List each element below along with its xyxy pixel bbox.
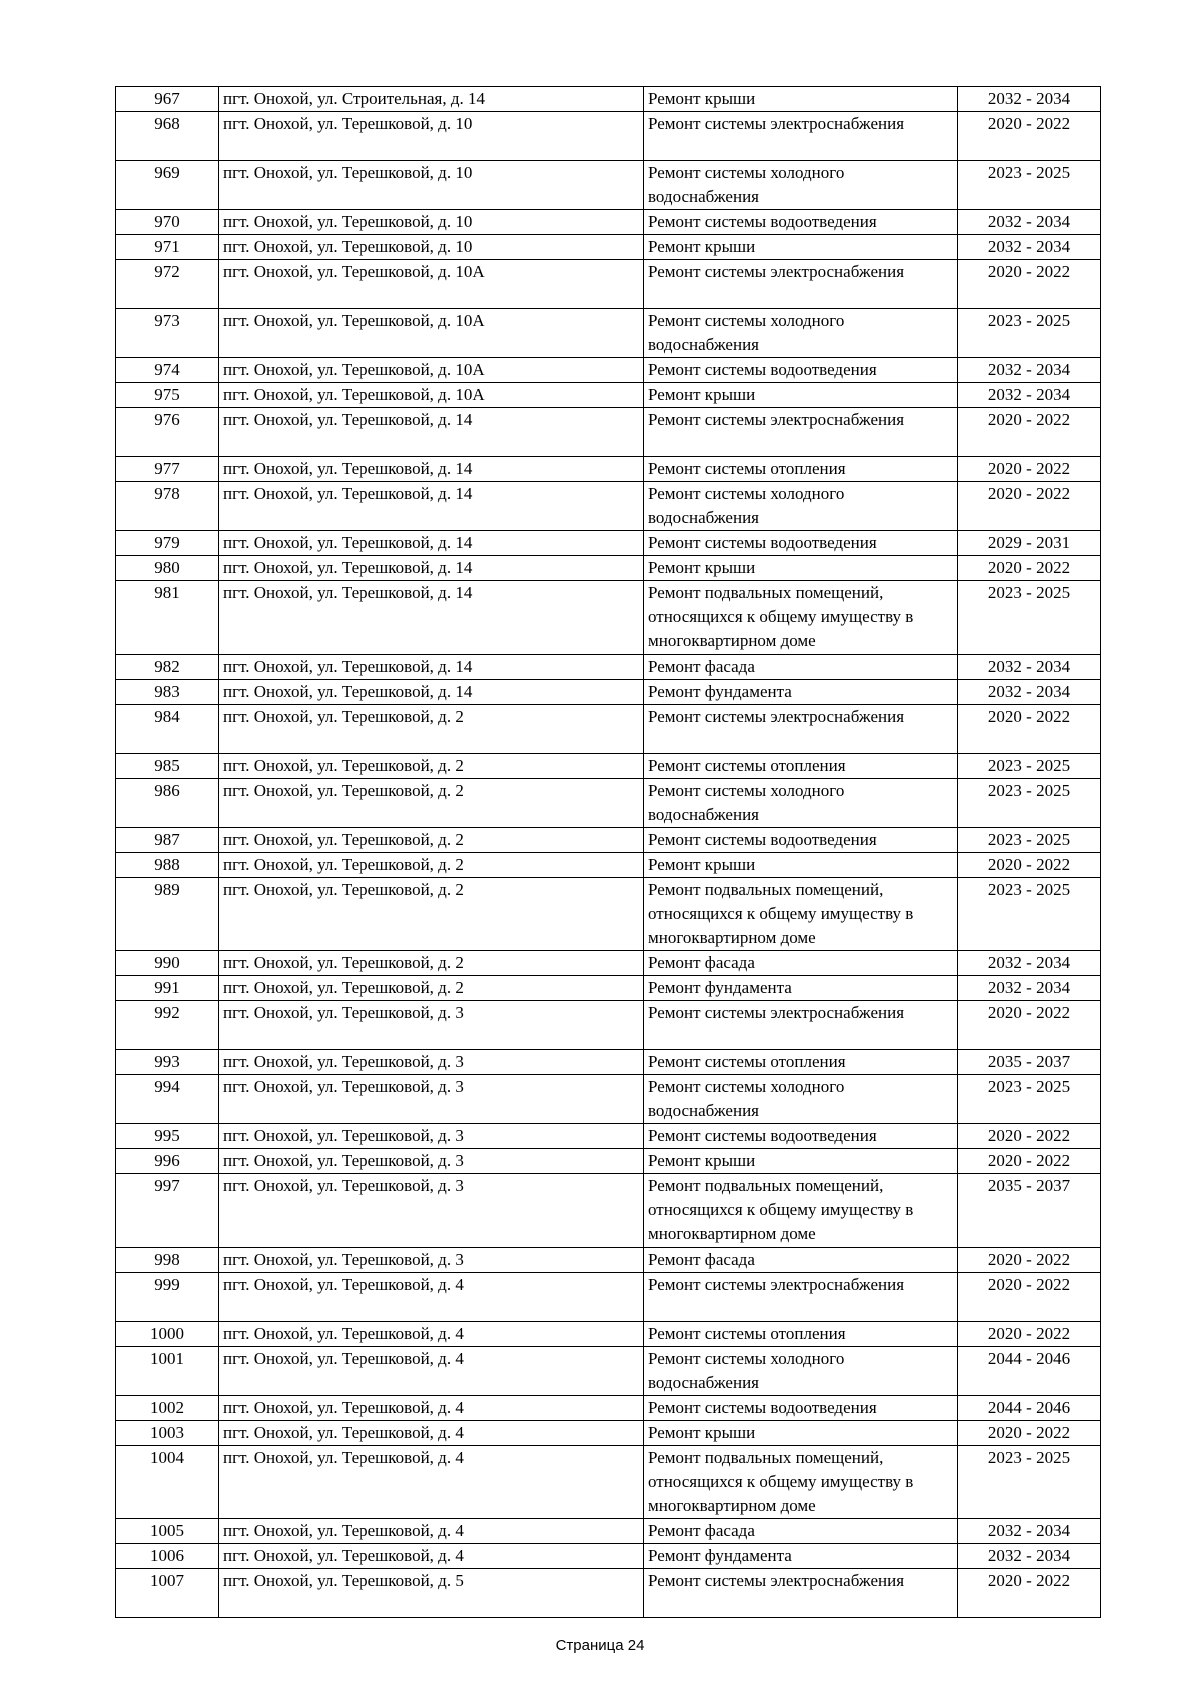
work-type-cell: Ремонт системы электроснабжения [644,260,958,309]
period-cell: 2023 - 2025 [958,161,1101,210]
period-cell: 2032 - 2034 [958,87,1101,112]
address-cell: пгт. Онохой, ул. Терешковой, д. 2 [219,976,644,1001]
period-cell: 2044 - 2046 [958,1395,1101,1420]
period-cell: 2035 - 2037 [958,1050,1101,1075]
work-type-cell: Ремонт системы водоотведения [644,531,958,556]
period-cell: 2020 - 2022 [958,852,1101,877]
address-cell: пгт. Онохой, ул. Терешковой, д. 4 [219,1519,644,1544]
row-number: 977 [116,457,219,482]
row-number: 981 [116,581,219,655]
row-number: 969 [116,161,219,210]
period-cell: 2020 - 2022 [958,1001,1101,1050]
row-number: 970 [116,210,219,235]
work-type-cell: Ремонт системы холодного водоснабжения [644,1075,958,1124]
row-number: 971 [116,235,219,260]
table-row [116,827,1101,852]
row-number: 987 [116,827,219,852]
work-type-cell: Ремонт крыши [644,556,958,581]
work-type-cell: Ремонт системы электроснабжения [644,408,958,457]
table-row [116,383,1101,408]
table-row [116,260,1101,309]
row-number: 1004 [116,1445,219,1519]
address-cell: пгт. Онохой, ул. Терешковой, д. 4 [219,1395,644,1420]
address-cell: пгт. Онохой, ул. Терешковой, д. 10 [219,112,644,161]
period-cell: 2020 - 2022 [958,1321,1101,1346]
period-cell: 2032 - 2034 [958,235,1101,260]
page-number: Страница 24 [555,1637,645,1654]
period-cell: 2023 - 2025 [958,1075,1101,1124]
row-number: 973 [116,309,219,358]
row-number: 1006 [116,1544,219,1569]
work-type-cell: Ремонт крыши [644,235,958,260]
address-cell: пгт. Онохой, ул. Строительная, д. 14 [219,87,644,112]
work-type-cell: Ремонт системы водоотведения [644,827,958,852]
period-cell: 2020 - 2022 [958,1272,1101,1321]
period-cell: 2029 - 2031 [958,531,1101,556]
work-type-cell: Ремонт системы водоотведения [644,1124,958,1149]
period-cell: 2020 - 2022 [958,1569,1101,1618]
row-number: 983 [116,679,219,704]
table-row [116,1395,1101,1420]
row-number: 986 [116,778,219,827]
row-number: 1005 [116,1519,219,1544]
address-cell: пгт. Онохой, ул. Терешковой, д. 10А [219,309,644,358]
address-cell: пгт. Онохой, ул. Терешковой, д. 10А [219,260,644,309]
work-type-cell: Ремонт системы отопления [644,753,958,778]
period-cell: 2032 - 2034 [958,358,1101,383]
row-number: 972 [116,260,219,309]
period-cell: 2035 - 2037 [958,1174,1101,1248]
table-row [116,87,1101,112]
work-type-cell: Ремонт системы холодного водоснабжения [644,778,958,827]
work-type-cell: Ремонт крыши [644,1149,958,1174]
work-type-cell: Ремонт крыши [644,383,958,408]
address-cell: пгт. Онохой, ул. Терешковой, д. 14 [219,457,644,482]
table-row [116,951,1101,976]
repair-schedule-table [115,86,1101,1618]
work-type-cell: Ремонт системы электроснабжения [644,112,958,161]
work-type-cell: Ремонт фундамента [644,679,958,704]
work-type-cell: Ремонт подвальных помещений, относящихся к общему имуществу в многоквартирном доме [644,581,958,655]
table-row [116,358,1101,383]
work-type-cell: Ремонт фасада [644,1519,958,1544]
work-type-cell: Ремонт системы водоотведения [644,358,958,383]
period-cell: 2023 - 2025 [958,309,1101,358]
address-cell: пгт. Онохой, ул. Терешковой, д. 3 [219,1247,644,1272]
period-cell: 2023 - 2025 [958,827,1101,852]
row-number: 1000 [116,1321,219,1346]
work-type-cell: Ремонт подвальных помещений, относящихся к общему имуществу в многоквартирном доме [644,1174,958,1248]
table-row [116,1272,1101,1321]
row-number: 975 [116,383,219,408]
table-row [116,654,1101,679]
address-cell: пгт. Онохой, ул. Терешковой, д. 14 [219,581,644,655]
address-cell: пгт. Онохой, ул. Терешковой, д. 4 [219,1346,644,1395]
period-cell: 2032 - 2034 [958,383,1101,408]
address-cell: пгт. Онохой, ул. Терешковой, д. 3 [219,1124,644,1149]
table-row [116,1544,1101,1569]
period-cell: 2020 - 2022 [958,1420,1101,1445]
address-cell: пгт. Онохой, ул. Терешковой, д. 2 [219,877,644,951]
address-cell: пгт. Онохой, ул. Терешковой, д. 10 [219,235,644,260]
row-number: 978 [116,482,219,531]
table-row [116,408,1101,457]
row-number: 999 [116,1272,219,1321]
row-number: 980 [116,556,219,581]
table-row [116,1569,1101,1618]
table-row [116,679,1101,704]
work-type-cell: Ремонт крыши [644,1420,958,1445]
period-cell: 2020 - 2022 [958,1124,1101,1149]
address-cell: пгт. Онохой, ул. Терешковой, д. 4 [219,1272,644,1321]
address-cell: пгт. Онохой, ул. Терешковой, д. 2 [219,951,644,976]
work-type-cell: Ремонт системы электроснабжения [644,1569,958,1618]
work-type-cell: Ремонт фасада [644,951,958,976]
address-cell: пгт. Онохой, ул. Терешковой, д. 14 [219,531,644,556]
address-cell: пгт. Онохой, ул. Терешковой, д. 14 [219,556,644,581]
table-row [116,1149,1101,1174]
address-cell: пгт. Онохой, ул. Терешковой, д. 14 [219,679,644,704]
table-row [116,1519,1101,1544]
row-number: 967 [116,87,219,112]
table-row [116,1124,1101,1149]
row-number: 996 [116,1149,219,1174]
table-row [116,581,1101,655]
address-cell: пгт. Онохой, ул. Терешковой, д. 3 [219,1174,644,1248]
table-row [116,1321,1101,1346]
table-row [116,852,1101,877]
address-cell: пгт. Онохой, ул. Терешковой, д. 10 [219,161,644,210]
row-number: 995 [116,1124,219,1149]
work-type-cell: Ремонт системы холодного водоснабжения [644,482,958,531]
work-type-cell: Ремонт подвальных помещений, относящихся к общему имуществу в многоквартирном доме [644,877,958,951]
work-type-cell: Ремонт подвальных помещений, относящихся к общему имуществу в многоквартирном доме [644,1445,958,1519]
period-cell: 2020 - 2022 [958,112,1101,161]
row-number: 989 [116,877,219,951]
period-cell: 2032 - 2034 [958,679,1101,704]
table-row [116,1420,1101,1445]
period-cell: 2020 - 2022 [958,1247,1101,1272]
row-number: 992 [116,1001,219,1050]
table-row [116,753,1101,778]
address-cell: пгт. Онохой, ул. Терешковой, д. 2 [219,827,644,852]
table-row [116,210,1101,235]
address-cell: пгт. Онохой, ул. Терешковой, д. 10А [219,383,644,408]
period-cell: 2032 - 2034 [958,976,1101,1001]
period-cell: 2020 - 2022 [958,1149,1101,1174]
work-type-cell: Ремонт системы электроснабжения [644,1001,958,1050]
work-type-cell: Ремонт системы водоотведения [644,1395,958,1420]
row-number: 1003 [116,1420,219,1445]
table-row [116,1174,1101,1248]
period-cell: 2032 - 2034 [958,1544,1101,1569]
table-row [116,531,1101,556]
work-type-cell: Ремонт фасада [644,654,958,679]
period-cell: 2032 - 2034 [958,654,1101,679]
table-row [116,1247,1101,1272]
row-number: 991 [116,976,219,1001]
row-number: 1007 [116,1569,219,1618]
row-number: 976 [116,408,219,457]
address-cell: пгт. Онохой, ул. Терешковой, д. 4 [219,1420,644,1445]
period-cell: 2044 - 2046 [958,1346,1101,1395]
row-number: 974 [116,358,219,383]
work-type-cell: Ремонт фундамента [644,976,958,1001]
work-type-cell: Ремонт системы отопления [644,457,958,482]
table-row [116,482,1101,531]
row-number: 1002 [116,1395,219,1420]
address-cell: пгт. Онохой, ул. Терешковой, д. 10 [219,210,644,235]
row-number: 993 [116,1050,219,1075]
table-row [116,976,1101,1001]
period-cell: 2032 - 2034 [958,210,1101,235]
address-cell: пгт. Онохой, ул. Терешковой, д. 3 [219,1050,644,1075]
work-type-cell: Ремонт крыши [644,87,958,112]
row-number: 982 [116,654,219,679]
row-number: 990 [116,951,219,976]
period-cell: 2023 - 2025 [958,877,1101,951]
table-row [116,1050,1101,1075]
table-row [116,1445,1101,1519]
address-cell: пгт. Онохой, ул. Терешковой, д. 4 [219,1445,644,1519]
period-cell: 2023 - 2025 [958,581,1101,655]
table-row [116,309,1101,358]
address-cell: пгт. Онохой, ул. Терешковой, д. 2 [219,852,644,877]
table-row [116,1346,1101,1395]
address-cell: пгт. Онохой, ул. Терешковой, д. 4 [219,1321,644,1346]
period-cell: 2020 - 2022 [958,408,1101,457]
address-cell: пгт. Онохой, ул. Терешковой, д. 3 [219,1075,644,1124]
row-number: 998 [116,1247,219,1272]
work-type-cell: Ремонт системы холодного водоснабжения [644,309,958,358]
period-cell: 2020 - 2022 [958,704,1101,753]
address-cell: пгт. Онохой, ул. Терешковой, д. 10А [219,358,644,383]
address-cell: пгт. Онохой, ул. Терешковой, д. 3 [219,1001,644,1050]
period-cell: 2020 - 2022 [958,457,1101,482]
address-cell: пгт. Онохой, ул. Терешковой, д. 14 [219,408,644,457]
period-cell: 2032 - 2034 [958,951,1101,976]
period-cell: 2023 - 2025 [958,778,1101,827]
address-cell: пгт. Онохой, ул. Терешковой, д. 5 [219,1569,644,1618]
address-cell: пгт. Онохой, ул. Терешковой, д. 2 [219,753,644,778]
address-cell: пгт. Онохой, ул. Терешковой, д. 2 [219,704,644,753]
row-number: 988 [116,852,219,877]
work-type-cell: Ремонт системы электроснабжения [644,704,958,753]
work-type-cell: Ремонт крыши [644,852,958,877]
address-cell: пгт. Онохой, ул. Терешковой, д. 2 [219,778,644,827]
work-type-cell: Ремонт фундамента [644,1544,958,1569]
period-cell: 2023 - 2025 [958,1445,1101,1519]
period-cell: 2020 - 2022 [958,482,1101,531]
address-cell: пгт. Онохой, ул. Терешковой, д. 14 [219,654,644,679]
work-type-cell: Ремонт системы водоотведения [644,210,958,235]
work-type-cell: Ремонт системы отопления [644,1050,958,1075]
period-cell: 2023 - 2025 [958,753,1101,778]
row-number: 994 [116,1075,219,1124]
table-row [116,235,1101,260]
work-type-cell: Ремонт системы холодного водоснабжения [644,161,958,210]
period-cell: 2020 - 2022 [958,260,1101,309]
table-row [116,778,1101,827]
table-body [116,87,1101,1618]
table-row [116,1075,1101,1124]
row-number: 1001 [116,1346,219,1395]
table-row [116,556,1101,581]
row-number: 985 [116,753,219,778]
address-cell: пгт. Онохой, ул. Терешковой, д. 4 [219,1544,644,1569]
row-number: 968 [116,112,219,161]
work-type-cell: Ремонт фасада [644,1247,958,1272]
table-row [116,161,1101,210]
address-cell: пгт. Онохой, ул. Терешковой, д. 3 [219,1149,644,1174]
period-cell: 2032 - 2034 [958,1519,1101,1544]
row-number: 979 [116,531,219,556]
work-type-cell: Ремонт системы электроснабжения [644,1272,958,1321]
table-row [116,877,1101,951]
period-cell: 2020 - 2022 [958,556,1101,581]
row-number: 984 [116,704,219,753]
table-row [116,112,1101,161]
work-type-cell: Ремонт системы отопления [644,1321,958,1346]
table-row [116,457,1101,482]
work-type-cell: Ремонт системы холодного водоснабжения [644,1346,958,1395]
table-row [116,1001,1101,1050]
table-row [116,704,1101,753]
address-cell: пгт. Онохой, ул. Терешковой, д. 14 [219,482,644,531]
row-number: 997 [116,1174,219,1248]
